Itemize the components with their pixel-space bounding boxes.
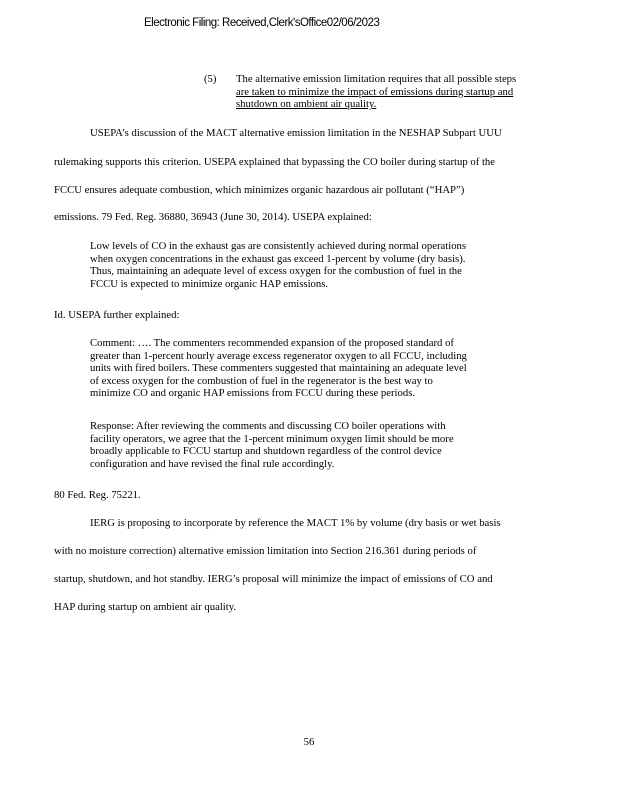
paragraph-line: startup, shutdown, and hot standby. IERG’s proposal will minimize the impact of emissions of CO and [54,573,493,585]
quote-line: Comment: …. The commenters recommended expansion of the proposed standard of [90,337,454,349]
quote-line: units with fired boilers. These commenters suggested that maintaining an adequate level [90,362,467,375]
filing-stamp-header: Electronic Filing: Received,Clerk'sOffice02/06/2023 [144,17,380,29]
block-quote-3 [90,420,520,470]
quote-line: configuration and have revised the final rule accordingly. [90,457,335,470]
quote-line: Thus, maintaining an adequate level of excess oxygen for the combustion of fuel in the [90,265,462,278]
quote-line: FCCU is expected to minimize organic HAP emissions. [90,277,329,290]
quote-line: of excess oxygen for the combustion of fuel in the regenerator is the best way to [90,374,433,387]
block-quote-2 [90,337,520,400]
paragraph-line: emissions. 79 Fed. Reg. 36880, 36943 (June 30, 2014). USEPA explained: [54,211,372,223]
page-number: 56 [303,736,315,748]
id-line: Id. USEPA further explained: [54,309,180,321]
paragraph-line: with no moisture correction) alternative emission limitation into Section 216.361 during periods of [54,545,477,557]
paragraph-line: USEPA’s discussion of the MACT alternative emission limitation in the NESHAP Subpart UUU [90,127,502,139]
block-quote-1 [90,240,520,290]
criterion-number: (5) [204,73,217,85]
quote-line: greater than 1-percent hourly average excess regenerator oxygen to all FCCU, including [90,349,467,362]
criterion-line-2: are taken to minimize the impact of emissions during startup and [236,85,514,98]
quote-line: broadly applicable to FCCU startup and shutdown regardless of the control device [90,445,442,458]
quote-line: minimize CO and organic HAP emissions from FCCU during these periods. [90,387,416,400]
paragraph-line: FCCU ensures adequate combustion, which minimizes organic hazardous air pollutant (“HAP”) [54,184,465,196]
citation: 80 Fed. Reg. 75221. [54,489,141,501]
paragraph-line: HAP during startup on ambient air quality. [54,601,237,613]
quote-line: Response: After reviewing the comments and discussing CO boiler operations with [90,420,446,432]
quote-line: when oxygen concentrations in the exhaust gas exceed 1-percent by volume (dry basis). [90,252,466,265]
criterion-line-1: The alternative emission limitation requires that all possible steps [236,73,517,85]
paragraph-line: rulemaking supports this criterion. USEPA explained that bypassing the CO boiler during startup of the [54,156,495,168]
quote-line: Low levels of CO in the exhaust gas are consistently achieved during normal operations [90,240,467,252]
criterion-line-3: shutdown on ambient air quality. [236,98,377,111]
quote-line: facility operators, we agree that the 1-percent minimum oxygen limit should be more [90,432,454,445]
paragraph-line: IERG is proposing to incorporate by reference the MACT 1% by volume (dry basis or wet basis [90,517,501,529]
criterion-text [236,73,558,111]
